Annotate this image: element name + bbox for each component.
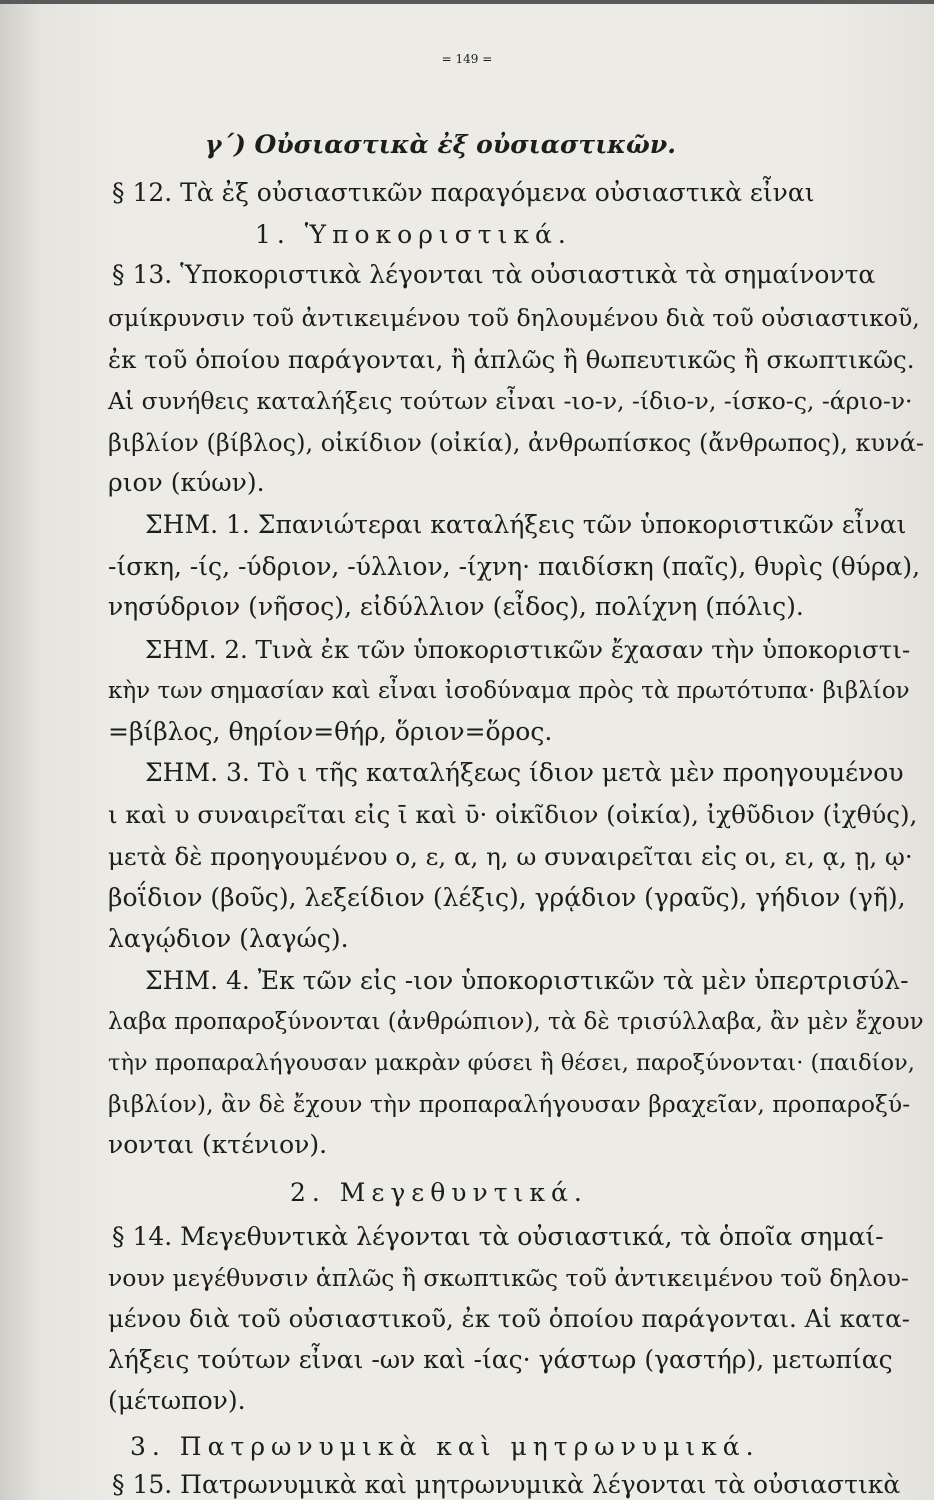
subheading: 2. Μεγεθυντικά.	[290, 1178, 588, 1207]
text-line: σμίκρυνσιν τοῦ ἀντικειμένου τοῦ δηλουμένου διὰ τοῦ οὐσιαστικοῦ,	[108, 304, 920, 332]
text-line: § 14. Μεγεθυντικὰ λέγονται τὰ οὐσιαστικά, τὰ ὁποῖα σημαί-	[112, 1222, 884, 1251]
text-line: λήξεις τούτων εἶναι -ων καὶ -ίας· γάστωρ (γαστήρ), μετωπίας	[108, 1345, 893, 1374]
text-line: βιβλίον), ἂν δὲ ἔχουν τὴν προπαραλήγουσαν βραχεῖαν, προπαροξύ-	[108, 1090, 911, 1118]
text-line: κὴν των σημασίαν καὶ εἶναι ἰσοδύναμα πρὸς τὰ πρωτότυπα· βιβλίον	[108, 678, 910, 704]
text-line: ΣΗΜ. 2. Τινὰ ἐκ τῶν ὑποκοριστικῶν ἔχασαν τὴν ὑποκοριστι-	[145, 635, 911, 664]
text-line: ἐκ τοῦ ὁποίου παράγονται, ἢ ἁπλῶς ἢ θωπευτικῶς ἢ σκωπτικῶς.	[108, 345, 915, 374]
text-line: τὴν προπαραλήγουσαν μακρὰν φύσει ἢ θέσει, παροξύνονται· (παιδίον,	[108, 1050, 915, 1076]
text-line: νουν μεγέθυνσιν ἁπλῶς ἢ σκωπτικῶς τοῦ ἀντικειμένου τοῦ δηλου-	[108, 1264, 909, 1292]
text-line: βιβλίον (βίβλος), οἰκίδιον (οἰκία), ἀνθρωπίσκος (ἄνθρωπος), κυνά-	[108, 429, 925, 457]
section-heading: γ΄) Οὐσιαστικὰ ἐξ οὐσιαστικῶν.	[205, 130, 676, 159]
text-line: ι καὶ υ συναιρεῖται εἰς ῑ καὶ ῡ· οἰκῖδιον (οἰκία), ἰχθῦδιον (ἰχθύς),	[108, 800, 918, 829]
top-edge	[0, 0, 934, 4]
text-line: μετὰ δὲ προηγουμένου ο, ε, α, η, ω συναιρεῖται εἰς οι, ει, ᾳ, ῃ, ῳ·	[108, 842, 913, 871]
text-line: μένου διὰ τοῦ οὐσιαστικοῦ, ἐκ τοῦ ὁποίου παράγονται. Αἱ κατα-	[108, 1304, 910, 1333]
subheading: 1. Ὑποκοριστικά.	[255, 220, 572, 249]
subheading: 3. Πατρωνυμικὰ καὶ μητρωνυμικά.	[130, 1432, 760, 1461]
text-line: § 12. Τὰ ἐξ οὐσιαστικῶν παραγόμενα οὐσιαστικὰ εἶναι	[112, 178, 815, 207]
text-line: ριον (κύων).	[108, 468, 265, 497]
text-line: -ίσκη, -ίς, -ύδριον, -ύλλιον, -ίχνη· παιδίσκη (παῖς), θυρὶς (θύρα),	[108, 552, 921, 581]
text-line: βοΐδιον (βοῦς), λεξείδιον (λέξις), γρᾴδιον (γραῦς), γήδιον (γῆ),	[108, 883, 906, 912]
text-line: (μέτωπον).	[108, 1386, 246, 1415]
text-line: ΣΗΜ. 4. Ἐκ τῶν εἰς -ιον ὑποκοριστικῶν τὰ μὲν ὑπερτρισύλ-	[145, 966, 909, 995]
text-line: λαγῴδιον (λαγώς).	[108, 924, 349, 953]
text-line: νονται (κτένιον).	[108, 1130, 328, 1159]
text-line: ΣΗΜ. 3. Τὸ ι τῆς καταλήξεως ίδιον μετὰ μὲν προηγουμένου	[145, 758, 904, 787]
text-line: νησύδριον (νῆσος), εἰδύλλιον (εἶδος), πολίχνη (πόλις).	[108, 592, 804, 621]
text-line: Αἱ συνήθεις καταλήξεις τούτων εἶναι -ιο-ν, -ίδιο-ν, -ίσκο-ς, -άριο-ν·	[108, 387, 913, 415]
text-line: λαβα προπαροξύνονται (ἀνθρώπιον), τὰ δὲ τρισύλλαβα, ἂν μὲν ἔχουν	[108, 1009, 924, 1035]
text-line: ΣΗΜ. 1. Σπανιώτεραι καταλήξεις τῶν ὑποκοριστικῶν εἶναι	[145, 510, 907, 539]
page-number: = 149 =	[441, 52, 493, 66]
text-line: § 13. Ὑποκοριστικὰ λέγονται τὰ οὐσιαστικὰ τὰ σημαίνοντα	[112, 260, 876, 289]
text-line: § 15. Πατρωνυμικὰ καὶ μητρωνυμικὰ λέγονται τὰ οὐσιαστικὰ	[112, 1470, 901, 1499]
text-line: =βίβλος, θηρίον=θήρ, ὅριον=ὅρος.	[108, 717, 553, 746]
